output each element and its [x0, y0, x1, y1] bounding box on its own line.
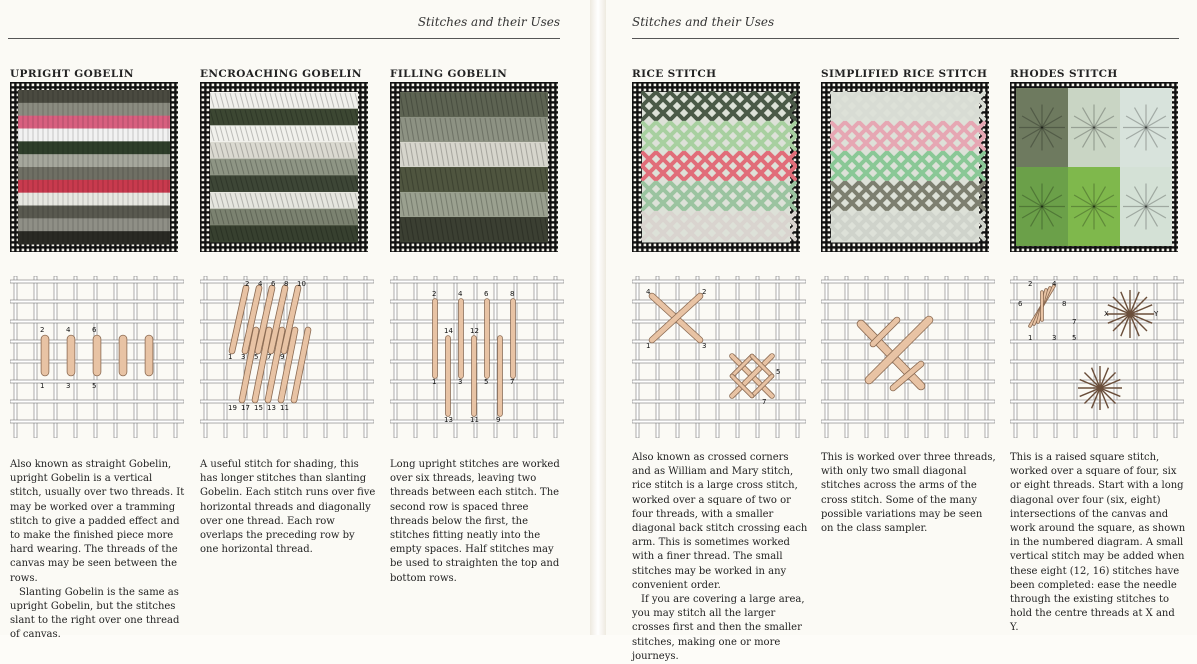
diagram-number: 11 [470, 416, 479, 424]
stitched-area [642, 92, 795, 243]
stitch-row [18, 231, 170, 244]
diagram-number: 5 [254, 353, 259, 361]
diagram-number: 2 [702, 288, 707, 296]
diagram-number: 9 [280, 353, 285, 361]
diagram-number: X [1104, 310, 1109, 318]
diagram-number: 1 [432, 378, 437, 386]
grid-thread-horizontal [1010, 280, 1184, 283]
description-paragraph: Slanting Gobelin is the same as upright Gobelin, but the stitches slant to the right over one thread of canvas. [10, 586, 180, 641]
book-gutter [590, 0, 606, 635]
diagram-number: 9 [496, 416, 501, 424]
stitch-photo [821, 82, 989, 252]
stitch-photo [200, 82, 368, 252]
stitch-row [18, 90, 170, 103]
diagram-number: 3 [1052, 334, 1057, 342]
stitch-title: RHODES STITCH [1010, 68, 1118, 80]
stitch-diagram [1010, 276, 1184, 438]
diagram-number: 17 [241, 404, 250, 412]
diagram-number: 1 [646, 342, 651, 350]
stitch-diagram [200, 276, 374, 438]
stitch-photo [1010, 82, 1178, 252]
grid-thread-horizontal [821, 400, 995, 403]
grid-thread-horizontal [821, 280, 995, 283]
stitch-diagram [632, 276, 806, 438]
grid-thread-horizontal [632, 380, 806, 383]
grid-thread-horizontal [821, 380, 995, 383]
diagram-number: 4 [66, 326, 71, 334]
grid-thread-horizontal [10, 320, 184, 323]
diagram-number: 11 [280, 404, 289, 412]
diagram-number: 14 [444, 327, 453, 335]
grid-thread-horizontal [821, 300, 995, 303]
grid-thread-horizontal [632, 320, 806, 323]
diagram-number: 6 [92, 326, 97, 334]
diagram-number: 3 [66, 382, 71, 390]
stitch-description [1010, 451, 1186, 636]
description-paragraph: Also known as straight Gobelin, upright Gobelin is a vertical stitch, usually over two threads. It may be worked over a tramming stitch to give a padded effect and to make the finished piece more hard wearing. The threads of the canvas may be seen between the rows. [10, 459, 185, 584]
stitch-description [10, 458, 186, 643]
stitch-title: UPRIGHT GOBELIN [10, 68, 134, 80]
diagram-number: 4 [258, 280, 263, 288]
grid-thread-horizontal [632, 280, 806, 283]
grid-thread-horizontal [632, 400, 806, 403]
grid-thread-horizontal [390, 300, 564, 303]
stitched-area [400, 92, 549, 243]
diagram-number: 6 [1018, 300, 1023, 308]
description-paragraph: This is worked over three threads, with only two small diagonal stitches across the arms of the cross stitch. Some of the many possible variations may be seen on the class sampler. [821, 452, 996, 535]
description-paragraph: If you are covering a large area, you may stitch all the larger crosses first and then the smaller stitches, making one or more journeys. [632, 594, 805, 662]
diagram-number: 7 [762, 398, 767, 406]
grid-thread-horizontal [390, 360, 564, 363]
grid-thread-horizontal [390, 280, 564, 283]
diagram-number: 3 [702, 342, 707, 350]
diagram-number: 7 [1072, 318, 1077, 326]
diagram-number: 6 [484, 290, 489, 298]
description-paragraph: A useful stitch for shading, this has longer stitches than slanting Gobelin. Each stitch runs over five horizontal threads and diagonally over one thread. Each row overlaps the preceding row by one horizontal thread. [200, 459, 376, 556]
diagram-number: 4 [646, 288, 651, 296]
stitched-area [831, 92, 984, 243]
grid-thread-horizontal [632, 360, 806, 363]
grid-thread-horizontal [390, 320, 564, 323]
diagram-number: 4 [458, 290, 463, 298]
diagram-number: 2 [432, 290, 437, 298]
stitch-description [821, 451, 997, 536]
stitch-column-encroaching-gobelin [200, 0, 380, 635]
running-head: Stitches and their Uses [417, 15, 560, 29]
grid-thread-horizontal [1010, 300, 1184, 303]
stitch-diagram [10, 276, 184, 438]
diagram-number: 13 [267, 404, 276, 412]
grid-thread-horizontal [821, 320, 995, 323]
stitch-row [18, 129, 170, 142]
stitch-row [18, 103, 170, 116]
stitch-row [18, 116, 170, 129]
stitch-row [18, 206, 170, 219]
stitch-diagram [821, 276, 995, 438]
stitched-area [18, 90, 170, 245]
diagram-number: 6 [271, 280, 276, 288]
stitch-column-rice-stitch [632, 0, 812, 662]
diagram-number: 5 [776, 368, 781, 376]
diagram-number: 10 [297, 280, 306, 288]
grid-thread-horizontal [1010, 360, 1184, 363]
grid-thread-horizontal [1010, 420, 1184, 423]
diagram-number: 2 [40, 326, 45, 334]
stitch-photo [632, 82, 800, 252]
diagram-number: 5 [1072, 334, 1077, 342]
running-head: Stitches and their Uses [632, 15, 775, 29]
stitch-row [18, 141, 170, 154]
stitch-title: SIMPLIFIED RICE STITCH [821, 68, 988, 80]
stitch-photo [10, 82, 178, 252]
description-paragraph: Also known as crossed corners and as William and Mary stitch, rice stitch is a large cross stitch, worked over a square of two or four threads, with a smaller diagonal back stitch crossing each arm. This is sometimes worked with a finer thread. The small stitches may be worked in any convenient order. [632, 452, 808, 591]
stitch-title: ENCROACHING GOBELIN [200, 68, 362, 80]
diagram-number: 7 [510, 378, 515, 386]
diagram-number: 5 [484, 378, 489, 386]
stitch-description [200, 458, 376, 557]
diagram-number: 2 [1028, 280, 1033, 288]
grid-thread-horizontal [821, 420, 995, 423]
description-paragraph: This is a raised square stitch, worked over a square of four, six or eight threads. Start with a long diagonal over four (six, eight) intersections of the canvas and work around the square, as shown in the numbered diagram. A small vertical stitch may be added when these eight (12, 16) stitches have been completed: ease the needle through the existing stitches to hold the centre threads at X and Y. [1010, 452, 1186, 634]
diagram-number: 3 [458, 378, 463, 386]
stitched-area [210, 92, 359, 243]
diagram-number: 8 [284, 280, 289, 288]
diagram-number: 12 [470, 327, 479, 335]
stitch-title: FILLING GOBELIN [390, 68, 508, 80]
right-page [606, 0, 1197, 662]
diagram-number: 19 [228, 404, 237, 412]
stitch-row [18, 218, 170, 231]
description-paragraph: Long upright stitches are worked over six threads, leaving two threads between each stitch. The second row is spaced three threads below the first, the stitches fitting neatly into the empty spaces. Half stitches may be used to straighten the top and bottom rows. [390, 459, 560, 584]
diagram-number: 13 [444, 416, 453, 424]
diagram-number: 1 [228, 353, 233, 361]
diagram-number: 2 [245, 280, 250, 288]
stitch-column-upright-gobelin [10, 0, 190, 641]
left-page [0, 0, 590, 641]
diagram-number: 8 [510, 290, 515, 298]
diagram-number: 1 [40, 382, 45, 390]
diagram-number: 3 [241, 353, 246, 361]
grid-thread-horizontal [390, 340, 564, 343]
stitch-title: RICE STITCH [632, 68, 717, 80]
diagram-number: Y [1154, 310, 1159, 318]
stitch-column-rhodes-stitch [1010, 0, 1190, 635]
grid-thread-horizontal [390, 380, 564, 383]
stitch-row [18, 167, 170, 180]
grid-thread-horizontal [10, 300, 184, 303]
grid-thread-horizontal [200, 300, 374, 303]
stitch-diagram [390, 276, 564, 438]
diagram-number: 4 [1052, 280, 1057, 288]
grid-thread-horizontal [10, 280, 184, 283]
grid-thread-horizontal [821, 360, 995, 363]
grid-thread-horizontal [10, 420, 184, 423]
stitch-row [18, 154, 170, 167]
grid-thread-horizontal [10, 400, 184, 403]
grid-thread-horizontal [200, 400, 374, 403]
stitched-area [1016, 88, 1172, 246]
grid-thread-horizontal [1010, 340, 1184, 343]
diagram-number: 5 [92, 382, 97, 390]
stitch-row [18, 193, 170, 206]
stitch-row [18, 180, 170, 193]
grid-thread-horizontal [200, 420, 374, 423]
grid-thread-horizontal [632, 420, 806, 423]
diagram-number: 1 [1028, 334, 1033, 342]
diagram-number: 15 [254, 404, 263, 412]
stitch-photo [390, 82, 558, 252]
diagram-number: 8 [1062, 300, 1067, 308]
grid-thread-horizontal [632, 340, 806, 343]
stitch-description [390, 458, 566, 586]
grid-thread-horizontal [390, 400, 564, 403]
stitch-column-filling-gobelin [390, 0, 570, 635]
grid-thread-horizontal [10, 380, 184, 383]
stitch-column-simplified-rice-stitch [821, 0, 1001, 635]
grid-thread-horizontal [1010, 400, 1184, 403]
stitch-description [632, 451, 808, 664]
diagram-number: 7 [267, 353, 272, 361]
